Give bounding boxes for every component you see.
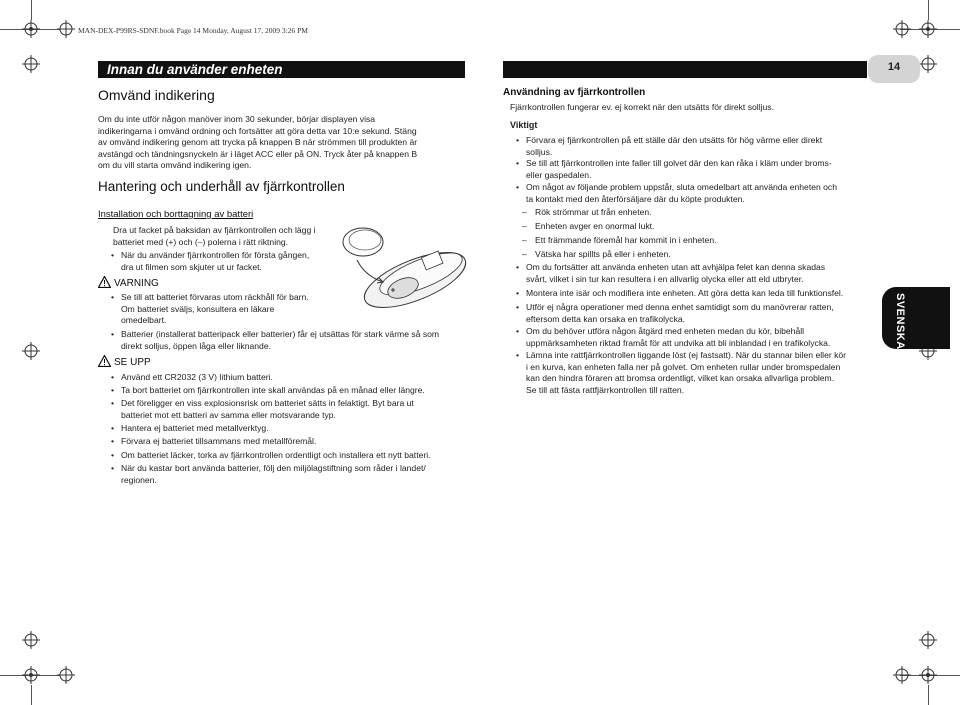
section-title: Innan du använder enheten [107,62,283,77]
text-line: uppmärksamheten riktad framåt för att undvika att bli inblandad i en trafikolycka. [526,337,831,348]
usage-bullet [526,262,871,285]
registration-mark-icon [22,342,40,360]
caution-icon [98,355,111,367]
usage-bullet [526,302,871,325]
text-line: • Det föreligger en viss explosionsrisk om batteriet sätts in felaktigt. Byt bara ut [121,398,414,408]
text-line: solljus. [526,146,553,157]
registration-mark-icon [22,631,40,649]
section-title-bar-right [503,61,867,78]
warning-bullet [121,329,466,352]
text-line: svårt, vilket i sin tur kan resultera i en allvarlig olycka eller att eld utbryter. [526,273,804,284]
text-line: omedelbart. [121,315,167,326]
registration-mark-icon [57,20,75,38]
text-line: direkt solljus, öppen låga eller liknande. [121,340,272,351]
remote-heading: Hantering och underhåll av fjärrkontrollen [98,179,345,194]
warning-label-row [98,276,159,289]
text-line: regionen. [121,474,157,485]
text-line: • Förvara ej batteriet tillsammans med metallföremål. [121,436,317,446]
text-line: i en kurva, kan enheten falla ner på golvet. Om enheten rullar under bromspedalen [526,361,841,372]
reverse-heading: Omvänd indikering [98,87,215,103]
text-line: kan den hindra föraren att bromsa ordentligt, vilket kan orsaka allvarliga problem. [526,373,835,384]
registration-mark-icon [22,55,40,73]
text-line: eftersom detta kan orsaka en trafikolycka. [526,313,686,324]
registration-mark-icon [919,631,937,649]
text-line: indikeringarna i omvänd ordning och fortsätter att göra detta var 10:e sekund. Stäng [98,125,417,136]
crop-mark [928,685,929,705]
registration-mark-icon [919,666,937,684]
warning-label: VARNING [114,278,159,289]
caution-label-row [98,355,151,368]
usage-bullet [526,288,871,300]
caution-bullet [121,372,461,384]
text-line: • Se till att fjärrkontrollen inte faller till golvet där den kan råka i kläm under broms- [526,158,832,168]
problem-dash-item: – Vätska har spillts på eller i enheten. [535,249,855,261]
important-label: Viktigt [510,120,538,130]
caution-bullet [121,423,466,435]
text-line: • Batterier (installerat batteripack eller batterier) får ej utsättas för stark värme så som [121,329,440,339]
text-line: Dra ut facket på baksidan av fjärrkontrollen och lägg i [113,225,316,235]
text-line: Om du inte utför någon manöver inom 30 sekunder, börjar displayen visa [98,114,376,124]
text-line: • Hantera ej batteriet med metallverktyg. [121,423,269,433]
usage-bullet [526,158,866,181]
text-line: Se till att fästa rattfjärrkontrollen till ratten. [526,384,685,395]
registration-mark-icon [57,666,75,684]
language-label: SVENSKA [894,293,906,350]
caution-bullet [121,398,466,421]
text-line: • När du använder fjärrkontrollen för första gången, [121,250,310,260]
text-line: • Om något av följande problem uppstår, sluta omedelbart att använda enheten och [526,182,838,192]
text-line: • Se till att batteriet förvaras utom räckhåll för barn. [121,292,309,302]
text-line: ta kontakt med den återförsäljare där du köpte produkten. [526,193,745,204]
crop-mark [31,685,32,705]
text-line: av omvänd indikering genom att trycka på knappen B när strömmen till produkten är [98,137,418,148]
crop-mark [928,0,929,20]
text-line: • Förvara ej fjärrkontrollen på ett ställe där den utsätts för hög värme eller direkt [526,135,823,145]
usage-intro: Fjärrkontrollen fungerar ev. ej korrekt när den utsätts för direkt solljus. [510,102,774,112]
text-line: • Använd ett CR2032 (3 V) lithium batteri. [121,372,273,382]
problem-dash-item: – Ett främmande föremål har kommit in i enheten. [535,235,855,247]
text-line: • Om batteriet läcker, torka av fjärrkontrollen ordentligt och installera ett nytt batteri. [121,450,431,460]
usage-heading: Användning av fjärrkontrollen [503,87,646,98]
file-info-line: MAN-DEX-P99RS-SDNF.book Page 14 Monday, August 17, 2009 3:26 PM [78,26,308,35]
usage-bullet [526,135,866,158]
page-number: 14 [887,61,901,73]
usage-bullet [526,182,866,205]
warning-bullet [121,292,461,327]
text-line: Om batteriet sväljs, konsultera en läkare [121,303,275,314]
registration-mark-icon [22,666,40,684]
crop-mark [31,0,32,20]
text-line: • När du kastar bort använda batterier, följ den miljölagstiftning som råder i landet/ [121,463,426,473]
caution-bullet [121,385,466,397]
text-line: • Montera inte isär och modifiera inte enheten. Att göra detta kan leda till funktionsfel. [526,288,844,298]
page-number-tab [868,55,920,83]
battery-intro [113,225,343,248]
film-bullet [121,250,351,273]
text-line: batteriet med (+) och (–) polerna i rätt riktning. [113,236,289,247]
usage-bullet [526,326,871,349]
caution-label: SE UPP [114,357,151,368]
caution-bullet [121,463,466,486]
text-line: • Ta bort batteriet om fjärrkontrollen inte skall användas på en månad eller längre. [121,385,425,395]
language-side-tab [882,287,950,349]
text-line: • Om du fortsätter att använda enheten utan att avhjälpa felet kan denna skadas [526,262,826,272]
text-line: • Om du behöver utföra någon åtgärd med enheten medan du kör, bibehåll [526,326,805,336]
reverse-paragraph [98,114,468,172]
battery-subheading: Installation och borttagning av batteri [98,209,254,220]
text-line: batteriet mot ett batteri av samma eller motsvarande typ. [121,409,336,420]
text-line: avstängd och tändningsnyckeln är i läget ACC eller på ON. Tryck åter på knappen B [98,148,418,159]
text-line: • Utför ej några operationer med denna enhet samtidigt som du manövrerar ratten, [526,302,834,312]
text-line: • Lämna inte rattfjärrkontrollen liggande löst (ej fastsatt). När du stannar bilen eller kör [526,350,847,360]
problem-dash-item: – Rök strömmar ut från enheten. [535,207,855,219]
registration-mark-icon [919,55,937,73]
warning-icon [98,276,111,288]
registration-mark-icon [919,20,937,38]
usage-bullet [526,350,871,396]
text-line: om du vill starta omvänd indikering igen. [98,160,252,171]
caution-bullet [121,450,466,462]
caution-bullet [121,436,466,448]
registration-mark-icon [893,20,911,38]
section-title-bar [98,61,465,78]
registration-mark-icon [22,20,40,38]
registration-mark-icon [893,666,911,684]
text-line: eller gaspedalen. [526,169,592,180]
problem-dash-item: – Enheten avger en onormal lukt. [535,221,855,233]
text-line: dra ut filmen som skjuter ut ur facket. [121,261,262,272]
